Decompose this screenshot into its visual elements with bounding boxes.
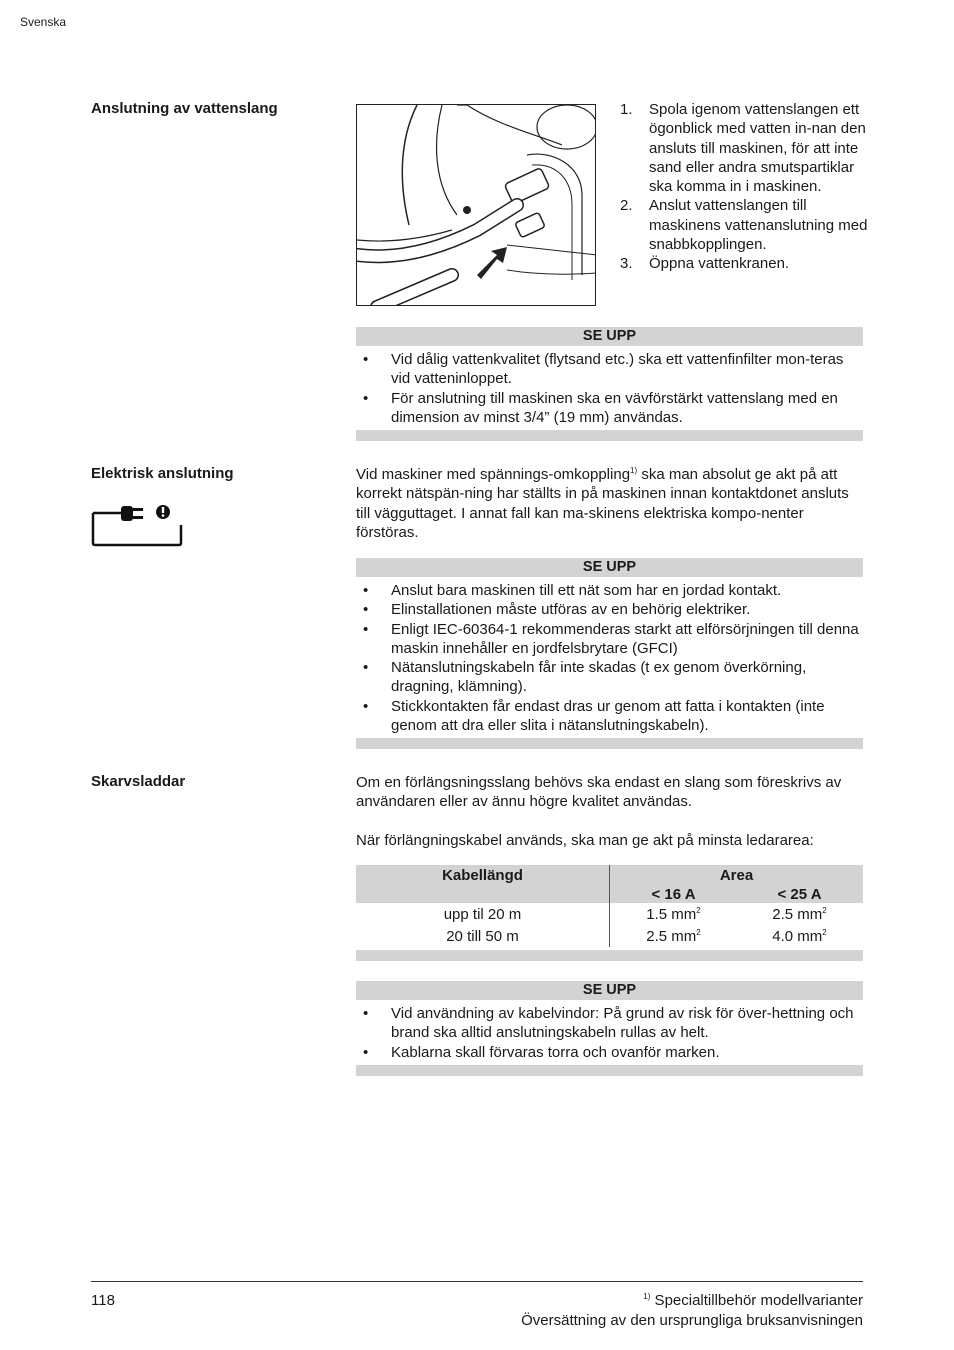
translation-note: Översättning av den ursprungliga bruksanvisningen [521, 1312, 863, 1329]
table-body [356, 903, 863, 947]
language-label: Svenska [20, 15, 67, 29]
table-cell: 20 till 50 m [446, 928, 519, 945]
column-header-25a: < 25 A [777, 886, 822, 903]
extension-paragraph-2: När förlängningskabel används, ska man ge akt på minsta ledararea: [356, 832, 814, 849]
list-item: • För anslutning till maskinen ska en vävförstärkt vattenslang med en dimension av minst 3/4” (19 mm) användas. [356, 389, 863, 428]
caution-header: SE UPP [356, 327, 863, 346]
list-item: • Stickkontakten får endast dras ur genom att fatta i kontakten (inte genom att dra eller slita i nätanslutningskabeln). [356, 697, 863, 736]
list-item: • Kablarna skall förvaras torra och ovanför marken. [356, 1043, 863, 1062]
caution-end-bar [356, 430, 863, 441]
hose-connection-illustration [357, 105, 596, 306]
table-cell: 2.5 $mm^2$ [772, 906, 827, 923]
list-item: • Elinstallationen måste utföras av en behörig elektriker. [356, 600, 863, 619]
extension-paragraph: Om en förlängsningsslang behövs ska endast en slang som föreskrivs av användaren eller av ännu högre kvalitet användas. [356, 774, 842, 811]
table-cell: 2.5 $mm^2$ [646, 928, 701, 945]
list-item: 3. Öppna vattenkranen. [620, 255, 790, 273]
list-item: • Anslut bara maskinen till ett nät som har en jordad kontakt. [356, 581, 863, 600]
footnote: $^{1)}$ Specialtillbehör modellvarianter [643, 1292, 863, 1309]
caution-header: SE UPP [356, 558, 863, 577]
list-item: 1. Spola igenom vattenslangen ett ögonblick med vatten in-nan den ansluts till maskinen, för att inte sand eller andra smutspartiklar ska komma in i maskinen. [620, 101, 866, 196]
table-header [356, 865, 863, 903]
column-header-16a: < 16 A [651, 886, 696, 903]
caution-end-bar [356, 1065, 863, 1076]
list-item: • Vid dålig vattenkvalitet (flytsand etc.) ska ett vattenfinfilter mon-teras vid vatteninloppet. [356, 350, 863, 389]
table-cell: 4.0 $mm^2$ [772, 928, 827, 945]
caution-end-bar [356, 738, 863, 749]
caution-list [356, 1004, 863, 1062]
caution-list [356, 581, 863, 735]
footer-divider [91, 1281, 863, 1282]
page-number: 118 [91, 1292, 115, 1309]
section-title-electrical: Elektrisk anslutning [91, 465, 234, 482]
column-header-length: Kabellängd [442, 867, 523, 884]
power-plug-warning-icon [91, 503, 183, 547]
caution-list [356, 350, 863, 427]
hose-steps-list [620, 100, 868, 274]
caution-header: SE UPP [356, 981, 863, 1000]
list-item: • Nätanslutningskabeln får inte skadas (t ex genom överkörning, dragning, klämning). [356, 658, 863, 697]
table-cell: 1.5 $mm^2$ [646, 906, 701, 923]
list-item: 2. Anslut vattenslangen till maskinens vattenanslutning med snabbkopplingen. [620, 197, 868, 254]
list-item: • Enligt IEC-60364-1 rekommenderas starkt att elförsörjningen till denna maskin innehåller en jordfelsbrytare (GFCI) [356, 620, 863, 659]
table-cell: upp til 20 m [443, 906, 522, 923]
electrical-paragraph: Vid maskiner med spännings-omkoppling$^{1)}$ ska man absolut ge akt på att korrekt nätspän-ning har ställts in på maskinen innan kontaktdonet ansluts till vägguttaget. I annat fall kan ma-skinens elektriska kompo-nenter förstöras. [356, 466, 849, 541]
hose-connection-figure [356, 104, 596, 306]
table-end-bar [356, 950, 863, 961]
section-title-extension: Skarvsladdar [91, 773, 186, 790]
cable-area-table [356, 865, 863, 947]
list-item: • Vid användning av kabelvindor: På grund av risk för över-hettning och brand ska alltid anslutningskabeln rullas av helt. [356, 1004, 863, 1043]
column-header-area: Area [719, 867, 754, 884]
section-title-water-hose: Anslutning av vattenslang [91, 100, 278, 117]
